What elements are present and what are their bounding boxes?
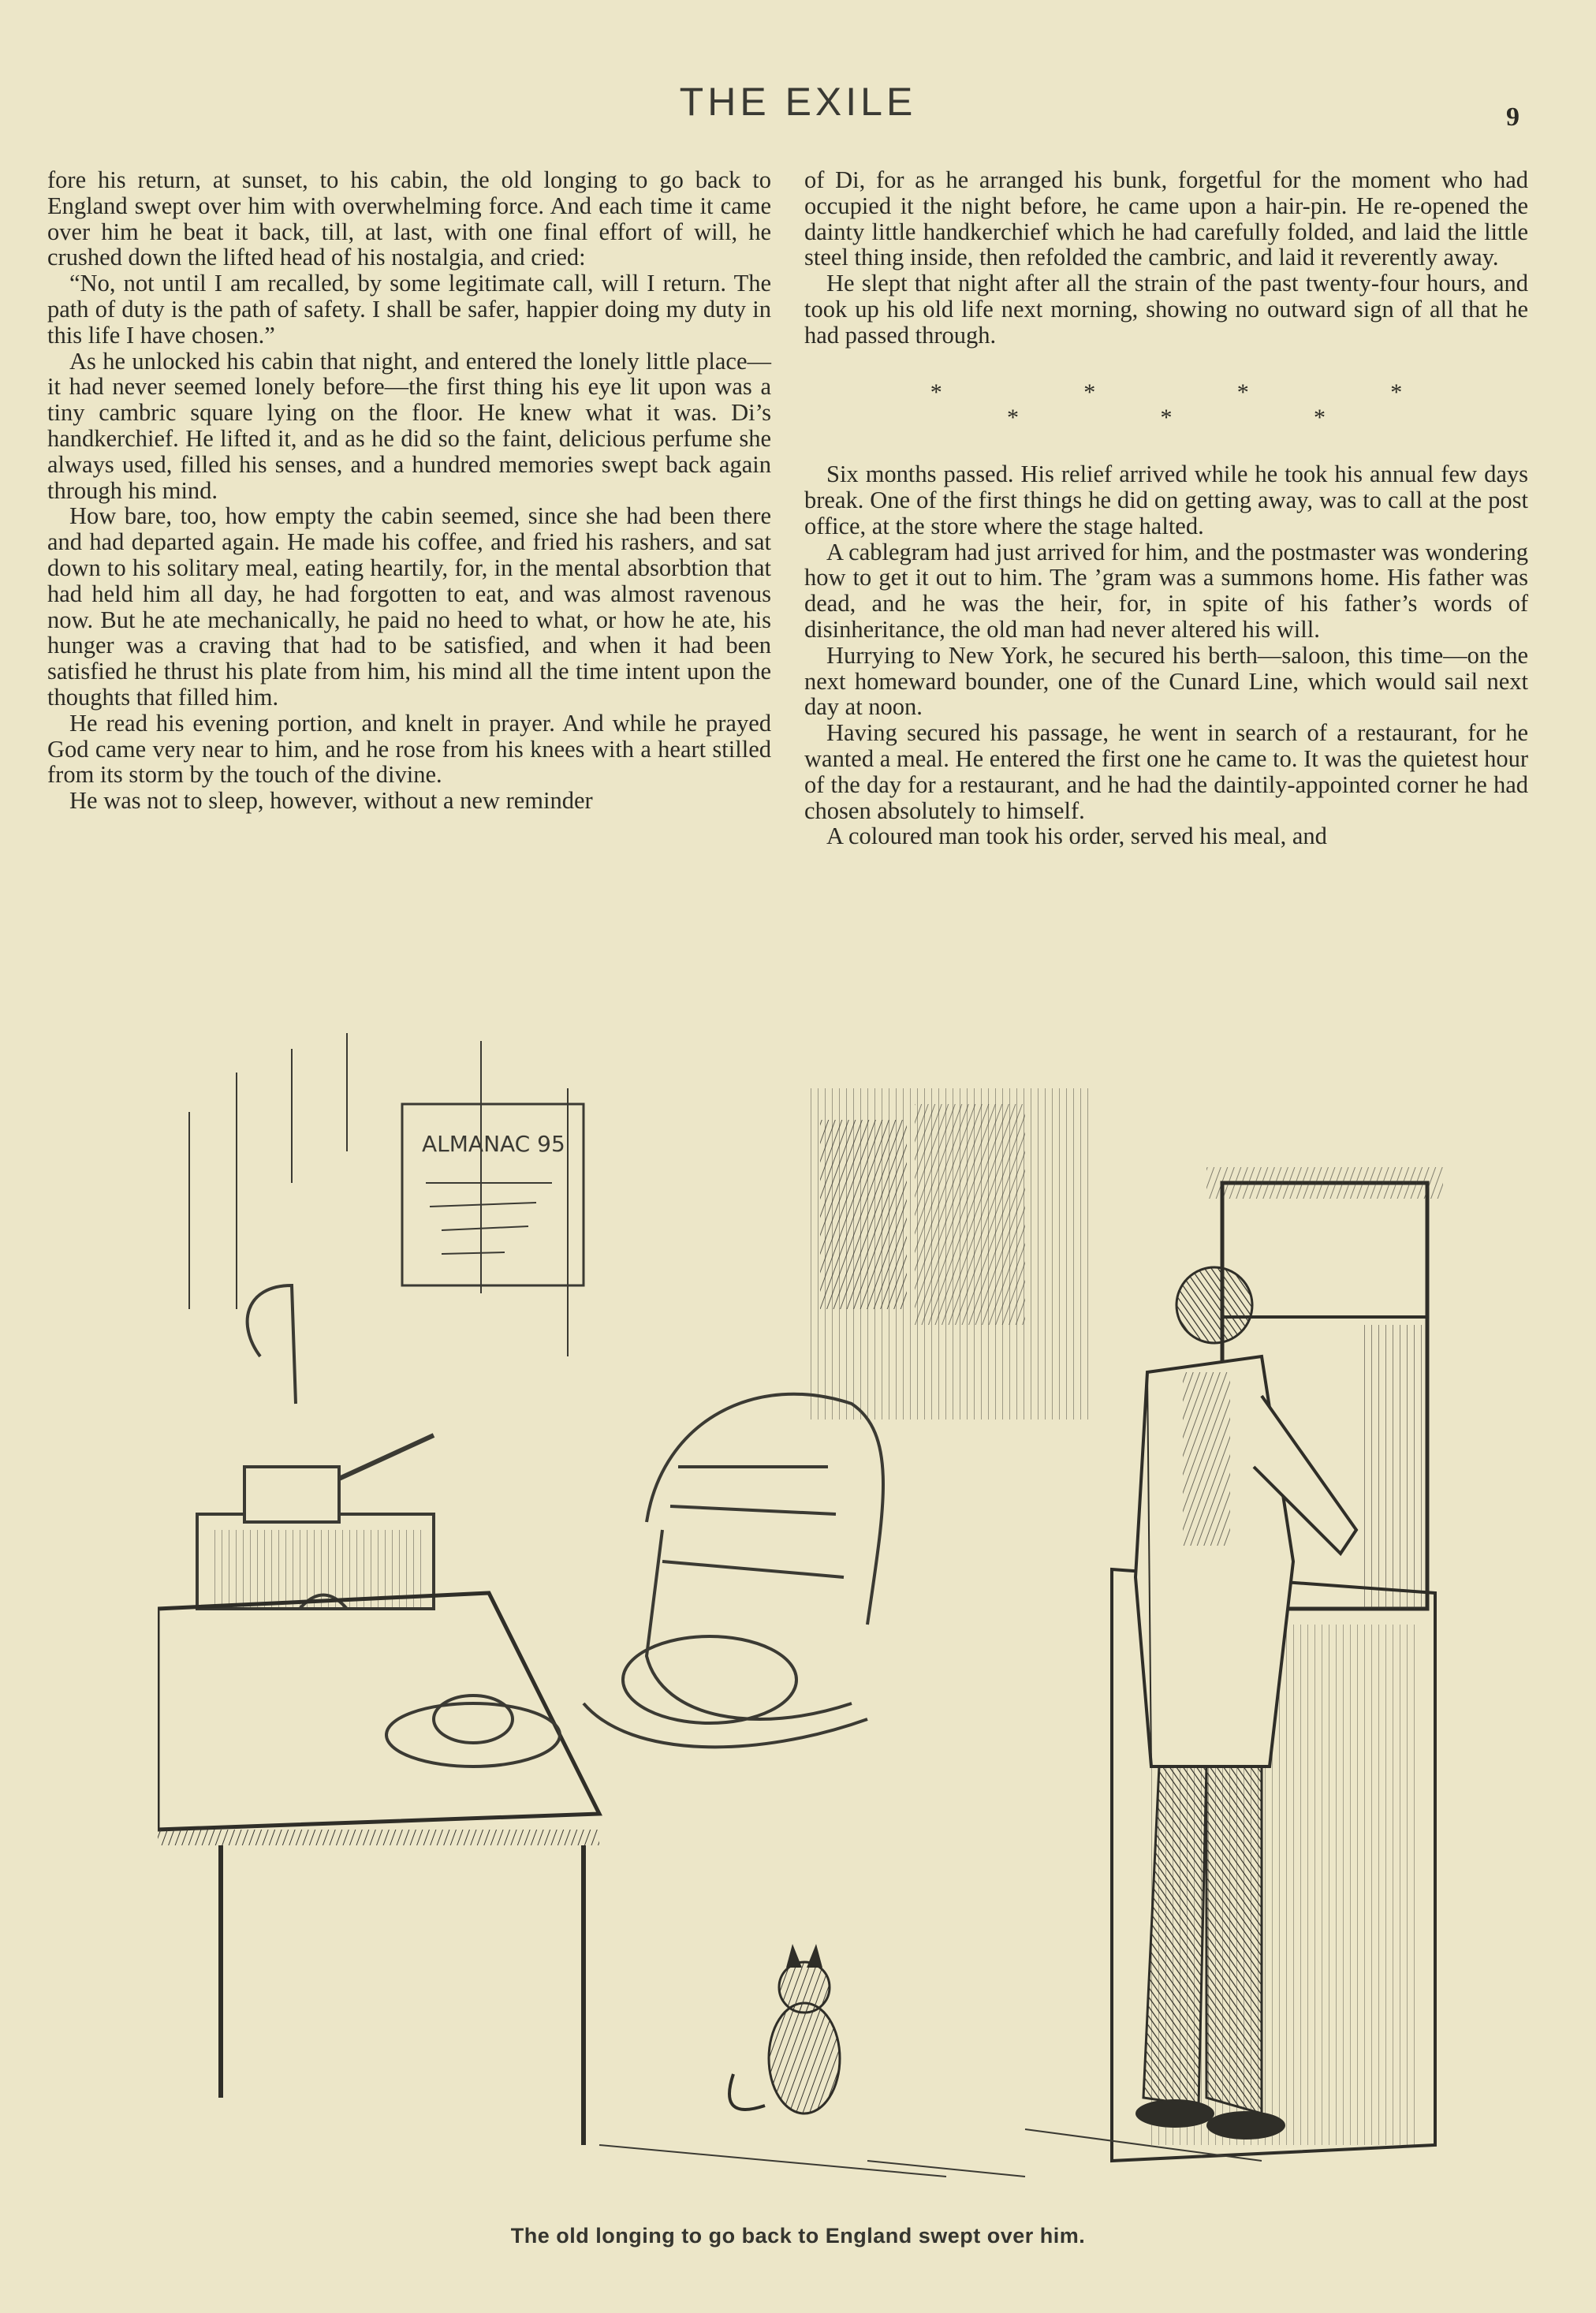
- paragraph: He slept that night after all the strain of the past twenty-four hours, and took up his old life next morning, showing no outward sign of all that he had passed through.: [804, 270, 1528, 349]
- illustration-caption: The old longing to go back to England swept over him.: [510, 2224, 1086, 2248]
- section-separator: * * * * * * *: [930, 379, 1471, 431]
- right-column-bottom: [804, 461, 1528, 849]
- almanac-label: ALMANAC 95: [422, 1131, 565, 1157]
- wall-lines: [189, 1033, 568, 1356]
- page-number: 9: [1506, 103, 1520, 132]
- paragraph: Six months passed. His relief arrived while he took his annual few days break. One of the first things he did on getting away, was to call at the post office, at the store where the stage halted.: [804, 461, 1528, 539]
- rocking-chair: [584, 1394, 883, 1748]
- paragraph: A cablegram had just arrived for him, and the postmaster was wondering how to get it out to him. The ’gram was a summons home. His father was dead, and he was the heir, for, in spite of his father’s words of disinheritance, the old man had never altered his will.: [804, 538, 1528, 643]
- paragraph: of Di, for as he arranged his bunk, forgetful for the moment who had occupied it the night before, he came upon a hair-pin. He re-opened the dainty little handkerchief which he had carefully folded, and laid the little steel thing inside, then refolded the cambric, and laid it reverently away.: [804, 166, 1528, 271]
- stove: [197, 1285, 434, 1609]
- running-title: THE EXILE: [679, 80, 917, 124]
- cabin-table: [158, 1593, 599, 2145]
- paragraph: Hurrying to New York, he secured his berth—saloon, this time—on the next homeward bounder, one of the Cunard Line, which would sail next day at noon.: [804, 641, 1528, 721]
- paragraph: He was not to sleep, however, without a new reminder: [69, 787, 593, 815]
- paragraph: “No, not until I am recalled, by some legitimate call, will I return. The path of duty is the path of safety. I shall be safer, happier doing my duty in this life I have chosen.”: [47, 270, 771, 349]
- paragraph: Having secured his passage, he went in search of a restaurant, for he wanted a meal. He entered the first one he came to. It was the quietest hour of the day for a restaurant, and he had the daintily-appointed corner he had chosen absolutely to himself.: [804, 719, 1528, 824]
- paragraph: As he unlocked his cabin that night, and entered the lonely little place—it had never seemed lonely before—the first thing his eye lit upon was a tiny cambric square lying on the floor. He knew what it was. Di’s handkerchief. He lifted it, and as he did so the faint, delicious perfume she always used, filled his senses, and a hundred memories swept back again through his mind.: [47, 347, 771, 504]
- left-text-column: [47, 167, 771, 814]
- paragraph: How bare, too, how empty the cabin seemed, since she had been there and had departed again. He made his coffee, and fried his rashers, and sat down to his solitary meal, eating heartily, for, in the mental absorbtion that had held him all day, he had forgotten to eat, and was almost ravenous now. But he ate mechanically, he paid no heed to what, or how he ate, his hunger was a craving that had to be satisfied, and when it had been satisfied he thrust his plate from him, his mind all the time intent upon the thoughts that filled him.: [47, 502, 771, 711]
- paragraph: A coloured man took his order, served his meal, and: [826, 823, 1327, 850]
- right-column-top: [804, 167, 1528, 349]
- cabin-illustration: [158, 1025, 1443, 2208]
- cat: [729, 1944, 840, 2113]
- paragraph: fore his return, at sunset, to his cabin, the old longing to go back to England swept over him with overwhelming force. And each time it came over him he beat it back, till, at last, with one final effort of will, he crushed down the lifted head of his nostalgia, and cried:: [47, 166, 771, 271]
- paragraph: He read his evening portion, and knelt in prayer. And while he prayed God came very near to him, and he rose from his knees with a heart stilled from its storm by the touch of the divine.: [47, 709, 771, 789]
- right-text-column: [804, 167, 1528, 849]
- almanac-poster: [402, 1104, 584, 1285]
